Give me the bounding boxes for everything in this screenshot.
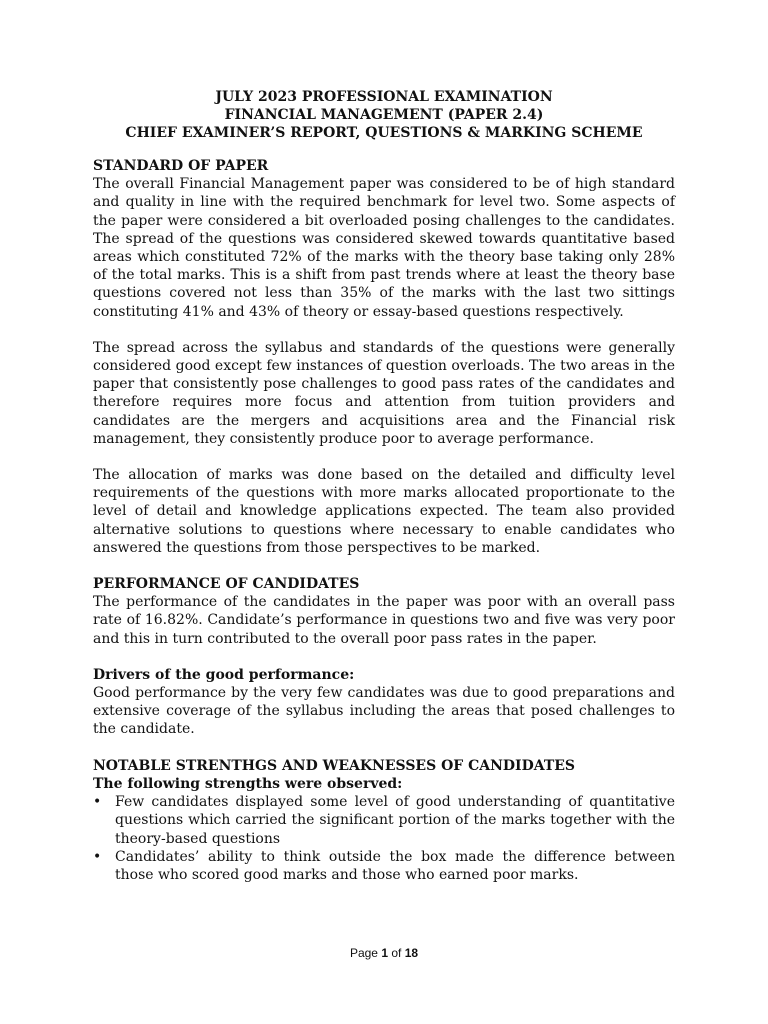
- standard-paragraph-2: The spread across the syllabus and standards of the questions were generally considered good except few instances of question overloads. The two areas in the paper that consistently pose challenges to good pass rates of the candidates and therefore requires more focus and attention from tuition providers and candidates are the mergers and acquisitions area and the Financial risk management, they consistently produce poor to average performance.: [93, 339, 675, 447]
- performance-paragraph: The performance of the candidates in the paper was poor with an overall pass rate of 16.82%. Candidate’s performance in questions two and five was very poor and this in turn contributed to the overall poor pass rates in the paper.: [93, 594, 675, 647]
- bullet-icon: •: [93, 848, 102, 865]
- list-item-text: Candidates’ ability to think outside the box made the difference between those who scored good marks and those who earned poor marks.: [115, 848, 675, 883]
- list-item: [93, 848, 675, 884]
- performance-section: [93, 575, 675, 648]
- strengths-weaknesses-section: [93, 757, 675, 884]
- page-word: Page: [349, 946, 378, 960]
- of-word: of: [391, 946, 402, 960]
- current-page-number: 1: [381, 946, 388, 960]
- list-item: [93, 793, 675, 848]
- header-line-report: CHIEF EXAMINER’S REPORT, QUESTIONS & MARKING SCHEME: [125, 125, 643, 141]
- list-item-text: Few candidates displayed some level of good understanding of quantitative questions which carried the significant portion of the marks together with the theory-based questions: [115, 794, 675, 847]
- header-line-exam: JULY 2023 PROFESSIONAL EXAMINATION: [215, 89, 553, 105]
- report-header: [93, 88, 675, 142]
- standard-paragraph-3: The allocation of marks was done based on the detailed and difficulty level requirements of the questions with more marks allocated proportionate to the level of detail and knowledge applications expected. The team also provided alternative solutions to questions where necessary to enable candidates who answered the questions from those perspectives to be marked.: [93, 467, 675, 556]
- performance-heading: PERFORMANCE OF CANDIDATES: [93, 576, 360, 593]
- standard-of-paper-section: [93, 157, 675, 557]
- header-line-paper: FINANCIAL MANAGEMENT (PAPER 2.4): [224, 107, 544, 123]
- strengths-subheading: The following strengths were observed:: [93, 775, 403, 792]
- document-page: [93, 88, 675, 884]
- standard-paragraph-1: The overall Financial Management paper was considered to be of high standard and quality in line with the required benchmark for level two. Some aspects of the paper were considered a bit overloaded posing challenges to the candidates. The spread of the questions was considered skewed towards quantitative based areas which constituted 72% of the marks with the theory base taking only 28% of the total marks. This is a shift from past trends where at least the theory base questions covered not less than 35% of the marks with the last two sittings constituting 41% and 43% of theory or essay-based questions respectively.: [93, 176, 675, 320]
- drivers-section: [93, 666, 675, 739]
- page-footer: [0, 946, 768, 960]
- standard-heading: STANDARD OF PAPER: [93, 158, 269, 174]
- strengths-list: [93, 793, 675, 884]
- drivers-heading: Drivers of the good performance:: [93, 666, 355, 683]
- notable-heading: NOTABLE STRENTHGS AND WEAKNESSES OF CANDIDATES: [93, 757, 576, 774]
- bullet-icon: •: [93, 794, 102, 811]
- total-page-number: 18: [404, 946, 419, 960]
- drivers-paragraph: Good performance by the very few candidates was due to good preparations and extensive coverage of the syllabus including the areas that posed challenges to the candidate.: [93, 685, 675, 738]
